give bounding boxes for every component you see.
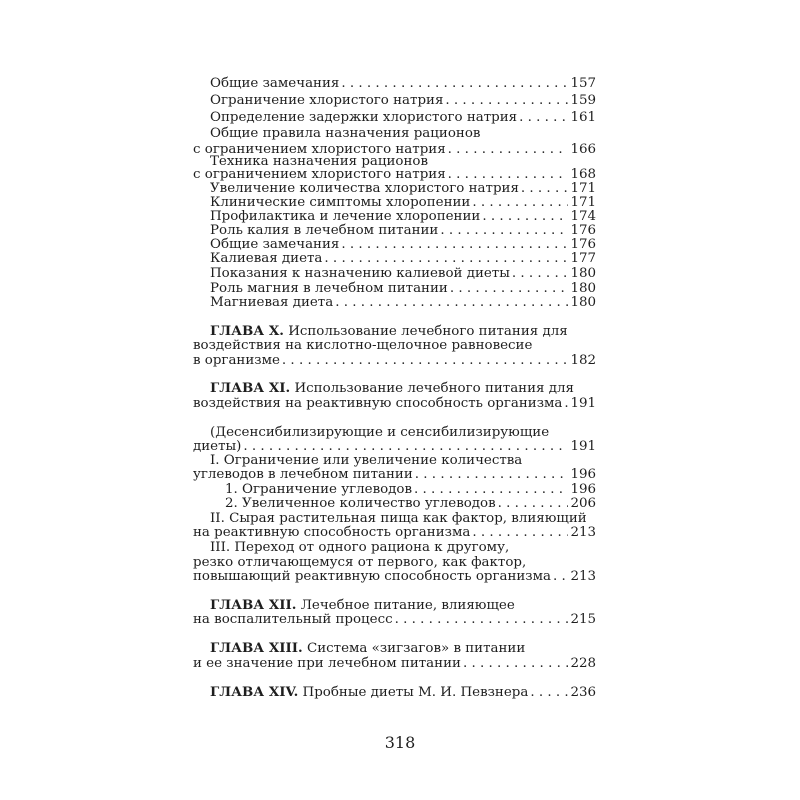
chapter-title: Использование лечебного питания для (288, 324, 568, 339)
toc-entry-text: Роль магния в лечебном питании (210, 281, 448, 296)
chapter-title: Пробные диеты М. И. Певзнера (302, 685, 529, 700)
chapter-label: ГЛАВА XIII. (210, 640, 303, 656)
toc-entry-page: 176 (570, 237, 596, 252)
chapter-12-title-line[interactable] (193, 611, 596, 628)
toc-entry-text: Общие правила назначения рационов (210, 126, 481, 141)
toc-entry[interactable] (193, 109, 596, 126)
toc-entry-text: II. Сырая растительная пища как фактор, влияющий (210, 511, 587, 526)
chapter-label: ГЛАВА XIV. (210, 684, 299, 700)
chapter-title: Система «зигзагов» в питании (307, 641, 526, 656)
dot-leader (341, 75, 568, 92)
toc-entry-page: 206 (570, 496, 596, 511)
chapter-14-heading[interactable] (193, 684, 596, 701)
toc-entry-page: 228 (570, 656, 596, 671)
toc-entry-page: 215 (570, 612, 596, 627)
toc-entry-text: с ограничением хлористого натрия (193, 142, 446, 157)
toc-entry-text: Клинические симптомы хлоропении (210, 195, 471, 210)
toc-entry[interactable] (193, 75, 596, 92)
dot-leader (564, 395, 568, 412)
toc-entry-page: 196 (570, 467, 596, 482)
dot-leader (463, 655, 569, 672)
toc-entry-text: 1. Ограничение углеводов (225, 482, 413, 497)
toc-entry-page: 176 (570, 223, 596, 238)
dot-leader (530, 684, 568, 701)
toc-entry-page: 182 (570, 353, 596, 368)
toc-entry[interactable] (193, 92, 596, 109)
toc-entry-page: 161 (570, 110, 596, 125)
toc-entry-page: 191 (570, 439, 596, 454)
toc-entry-text: Определение задержки хлористого натрия (210, 110, 518, 125)
toc-entry-text: (Десенсибилизирующие и сенсибилизирующие (210, 425, 550, 440)
dot-leader (445, 92, 568, 109)
toc-entry[interactable] (193, 294, 596, 311)
toc-entry-text: Магниевая диета (210, 295, 334, 310)
chapter-title: и ее значение при лечебном питании (193, 656, 461, 671)
toc-entry-page: 177 (570, 251, 596, 266)
dot-leader (519, 109, 568, 126)
toc-entry-page: 236 (570, 685, 596, 700)
toc-entry-text: на реактивную способность организма (193, 525, 471, 540)
toc-entry-text: резко отличающемуся от первого, как фактор, (193, 555, 527, 570)
chapter-10-title-line[interactable] (193, 352, 596, 369)
toc-entry-text: с ограничением хлористого натрия (193, 167, 446, 182)
toc-entry-page: 180 (570, 266, 596, 281)
toc-entry-text: Профилактика и лечение хлоропении (210, 209, 481, 224)
toc-entry-page: 174 (570, 209, 596, 224)
toc-entry-page: 171 (570, 181, 596, 196)
chapter-title: воздействия на реактивную способность организма (193, 396, 563, 411)
toc-entry-text: Ограничение хлористого натрия (210, 93, 444, 108)
chapter-title: воздействия на кислотно-щелочное равновесие (193, 338, 533, 353)
toc-entry-page: 180 (570, 281, 596, 296)
toc-entry-page: 191 (570, 396, 596, 411)
chapter-title: на воспалительный процесс (193, 612, 393, 627)
toc-entry-page: 159 (570, 93, 596, 108)
toc-entry-text: Общие замечания (210, 76, 340, 91)
toc-entry-text: Роль калия в лечебном питании (210, 223, 439, 238)
dot-leader (553, 568, 568, 585)
dot-leader (335, 294, 568, 311)
toc-entry-page: 166 (570, 142, 596, 157)
chapter-11-title-line[interactable] (193, 395, 596, 412)
toc-entry-page: 168 (570, 167, 596, 182)
dot-leader (395, 611, 569, 628)
toc-entry-page: 157 (570, 76, 596, 91)
chapter-13-title-line[interactable] (193, 655, 596, 672)
chapter-label: ГЛАВА XI. (210, 380, 291, 396)
chapter-label: ГЛАВА X. (210, 323, 284, 339)
page-number: 318 (384, 733, 416, 752)
toc-entry-text: диеты) (193, 439, 242, 454)
toc-entry-page: 213 (570, 569, 596, 584)
toc-entry[interactable] (193, 125, 596, 142)
toc-entry-text: Общие замечания (210, 237, 340, 252)
chapter-label: ГЛАВА XII. (210, 597, 297, 613)
toc-entry-text: Техника назначения рационов (210, 154, 428, 169)
toc-entry-text: 2. Увеличенное количество углеводов (225, 496, 496, 511)
toc-entry-text: углеводов в лечебном питании (193, 467, 413, 482)
dot-leader (282, 352, 569, 369)
toc-entry-text: I. Ограничение или увеличение количества (210, 453, 523, 468)
toc-entry-page: 171 (570, 195, 596, 210)
chapter-title: Использование лечебного питания для (294, 381, 574, 396)
chapter-title: Лечебное питание, влияющее (300, 598, 515, 613)
toc-entry-page: 196 (570, 482, 596, 497)
toc-entry-page: 180 (570, 295, 596, 310)
toc-entry-page: 213 (570, 525, 596, 540)
chapter-title: в организме (193, 353, 280, 368)
toc-entry-text: Калиевая диета (210, 251, 323, 266)
toc-entry-text: III. Переход от одного рациона к другому, (210, 540, 510, 555)
toc-entry-text: повышающий реактивную способность организма (193, 569, 552, 584)
toc-entry[interactable] (193, 568, 596, 585)
toc-entry-text: Увеличение количества хлористого натрия (210, 181, 519, 196)
toc-entry-text: Показания к назначению калиевой диеты (210, 266, 510, 281)
